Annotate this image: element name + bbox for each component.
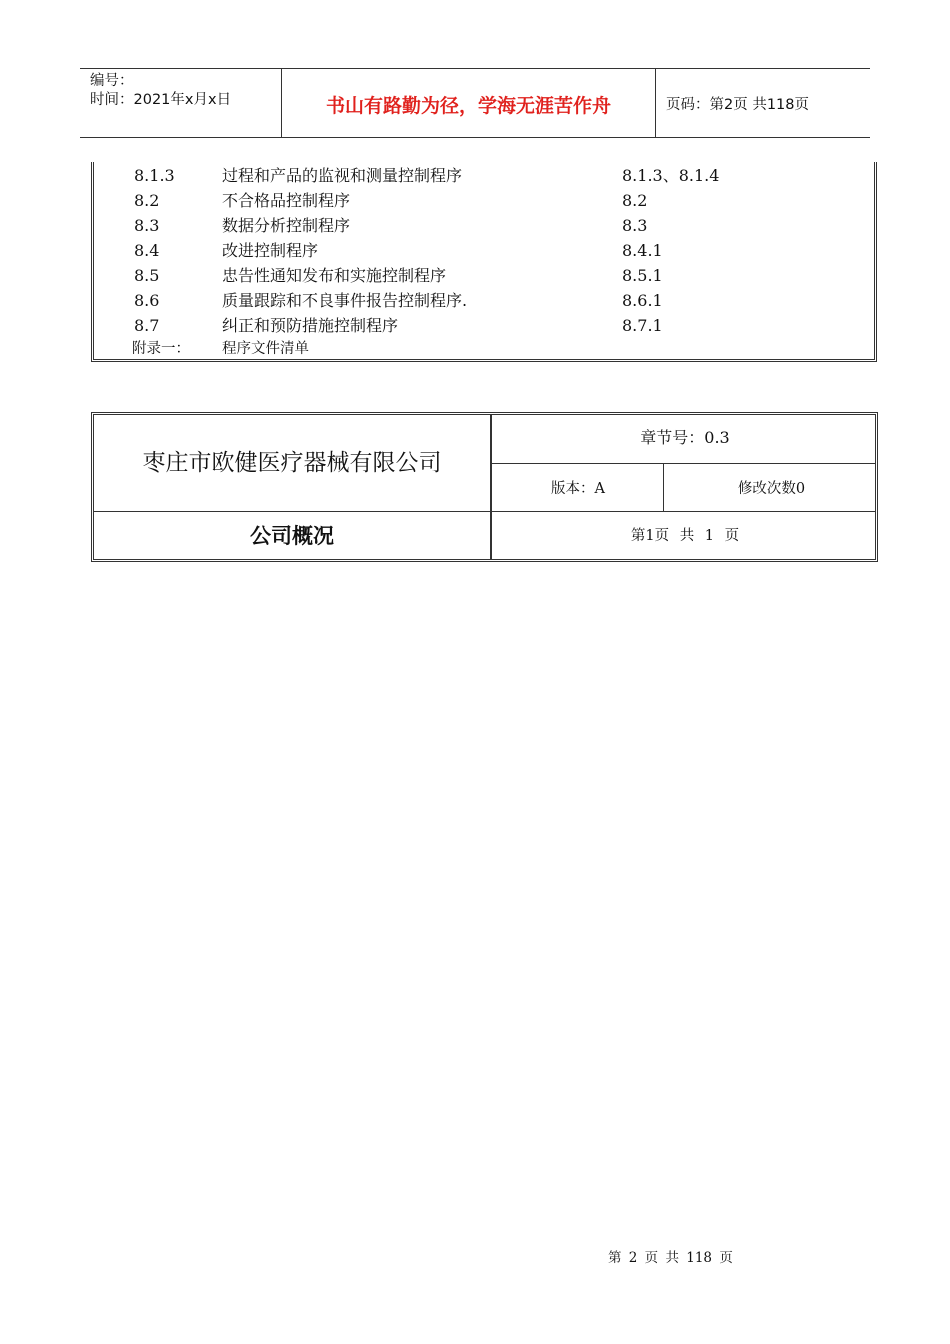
toc-title: 忠告性通知发布和实施控制程序 xyxy=(222,266,447,285)
toc-number: 8.5 xyxy=(134,266,160,285)
toc-reference: 8.6.1 xyxy=(622,291,663,310)
section-title: 公司概况 xyxy=(250,524,334,548)
page-footer: 第 2 页 共 118 页 xyxy=(608,1250,733,1266)
page-header xyxy=(80,68,870,138)
toc-reference: 8.4.1 xyxy=(622,241,663,260)
header-meta xyxy=(90,72,231,110)
toc-number: 8.4 xyxy=(134,241,160,260)
section-page-info: 第1页 共 1 页 xyxy=(630,528,740,544)
box-divider xyxy=(94,511,875,512)
company-name: 枣庄市欧健医疗器械有限公司 xyxy=(142,450,442,476)
toc-title: 数据分析控制程序 xyxy=(222,216,351,235)
appendix-label: 附录一： xyxy=(132,341,190,357)
toc-reference: 8.5.1 xyxy=(622,266,663,285)
toc-number: 8.1.3 xyxy=(134,166,175,185)
document-control-box xyxy=(91,412,878,562)
toc-number: 8.7 xyxy=(134,316,160,335)
toc-reference: 8.3 xyxy=(622,216,648,235)
toc-title: 纠正和预防措施控制程序 xyxy=(222,316,399,335)
header-divider xyxy=(655,69,656,137)
toc-reference: 8.2 xyxy=(622,191,648,210)
header-motto: 书山有路勤为径，学海无涯苦作舟 xyxy=(325,95,611,117)
toc-number: 8.6 xyxy=(134,291,160,310)
toc-reference: 8.1.3、8.1.4 xyxy=(622,166,720,185)
version-label: 版本：A xyxy=(551,481,605,497)
appendix-title: 程序文件清单 xyxy=(222,341,309,357)
toc-table xyxy=(91,162,877,362)
header-page-code: 页码：第2页 共118页 xyxy=(666,97,810,113)
toc-title: 过程和产品的监视和测量控制程序 xyxy=(222,166,463,185)
toc-number: 8.2 xyxy=(134,191,160,210)
toc-number: 8.3 xyxy=(134,216,160,235)
doc-number-label: 编号： xyxy=(90,73,134,89)
revision-count: 修改次数0 xyxy=(737,481,806,497)
doc-date: 时间：2021年x月x日 xyxy=(90,92,232,108)
chapter-number: 章节号：0.3 xyxy=(640,428,730,447)
toc-reference: 8.7.1 xyxy=(622,316,663,335)
box-divider xyxy=(492,463,875,464)
toc-title: 质量跟踪和不良事件报告控制程序. xyxy=(222,291,468,310)
toc-title: 不合格品控制程序 xyxy=(222,191,351,210)
toc-title: 改进控制程序 xyxy=(222,241,319,260)
